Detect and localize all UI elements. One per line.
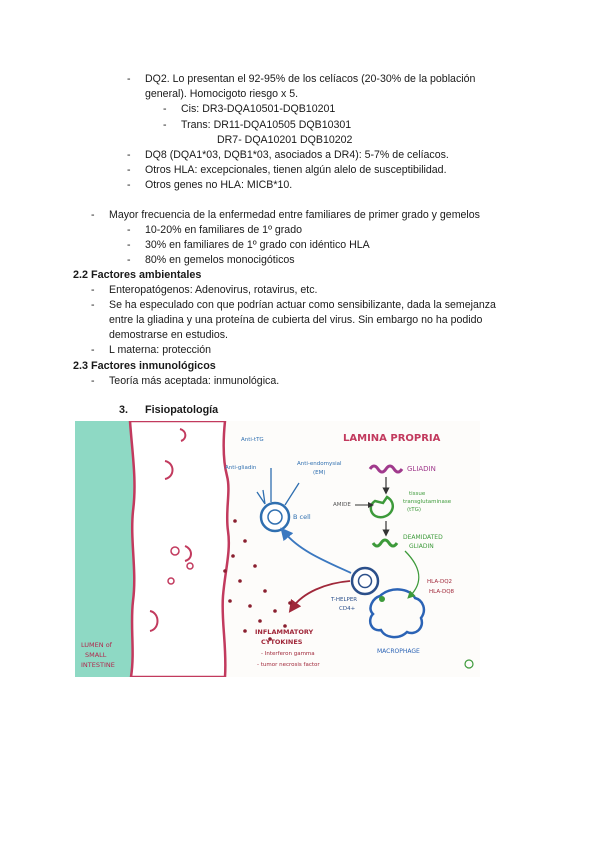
familial-main: Mayor frecuencia de la enfermedad entre familiares de primer grado y gemelos — [109, 209, 480, 221]
bullet-dash: - — [127, 239, 131, 251]
hla-dq2-label: HLA-DQ2 — [427, 579, 453, 585]
env-item3: L materna: protección — [109, 344, 212, 356]
bullet-dash: - — [163, 119, 167, 131]
bullet-dash: - — [163, 103, 167, 115]
familial-sub1: 10-20% en familiares de 1º grado — [145, 224, 302, 236]
bullet-dash: - — [91, 375, 95, 387]
b-cell — [261, 503, 289, 531]
dq2-line2: general). Homocigoto riesgo x 5. — [145, 88, 299, 100]
lumen-label-line3: INTESTINE — [81, 661, 115, 669]
cis-haplotype: Cis: DR3-DQA10501-DQB10201 — [181, 103, 336, 115]
lumen-label-line2: SMALL — [85, 651, 107, 659]
env-item2-line1: Se ha especulado con que podrían actuar como sensibilizante, dada la semejanza — [109, 299, 496, 311]
t-helper-label-line1: T-HELPER — [331, 597, 358, 603]
epithelial-wall — [130, 421, 229, 677]
env-item2-line2: entre la gliadina y una proteína de cubierta del virus. Sin embargo no ha podido — [109, 314, 483, 326]
dq2-line1: DQ2. Lo presentan el 92-95% de los celíacos (20-30% de la población — [145, 73, 476, 85]
bullet-dash: - — [127, 254, 131, 266]
t-helper-label-line2: CD4+ — [339, 606, 356, 612]
cytokine-ifn-gamma: - Interferon gamma — [261, 651, 315, 657]
b-cell-label: B cell — [293, 513, 311, 521]
inflammatory-cytokines-label-line1: INFLAMMATORY — [255, 628, 314, 636]
bullet-dash: - — [127, 224, 131, 236]
bullet-dash: - — [127, 73, 131, 85]
trans-haplotype-line2: DR7- DQA10201 DQB10202 — [217, 134, 353, 146]
macrophage-label: MACROPHAGE — [377, 648, 420, 655]
section-heading-2-3: 2.3 Factores inmunológicos — [73, 360, 216, 372]
bullet-dash: - — [91, 344, 95, 356]
anti-gliadin-label: Anti-gliadin — [225, 465, 257, 471]
immuno-item1: Teoría más aceptada: inmunológica. — [109, 375, 280, 387]
bullet-dash: - — [91, 284, 95, 296]
dq8-item: DQ8 (DQA1*03, DQB1*03, asociados a DR4): 5-7% de celíacos. — [145, 149, 449, 161]
bullet-dash: - — [127, 149, 131, 161]
lumen-label-line1: LUMEN of — [81, 641, 112, 649]
bullet-dash: - — [127, 179, 131, 191]
anti-endomysial-label-line1: Anti-endomysial — [297, 461, 342, 467]
bullet-dash: - — [127, 164, 131, 176]
anti-ttg-label: Anti-tTG — [241, 437, 264, 443]
ttg-label-line1: tissue — [409, 491, 426, 497]
cytokine-tnf: - tumor necrosis factor — [257, 662, 320, 668]
section-number-3: 3. — [119, 404, 129, 416]
lamina-propria-label: LAMINA PROPRIA — [343, 433, 441, 444]
section-heading-3: Fisiopatología — [145, 404, 219, 416]
gliadin-label: GLIADIN — [407, 465, 436, 473]
inflammatory-cytokines-label-line2: CYTOKINES — [261, 638, 303, 646]
section-heading-2-2: 2.2 Factores ambientales — [73, 269, 202, 281]
intestinal-lumen — [75, 421, 135, 677]
bullet-dash: - — [91, 299, 95, 311]
hla-dq8-label: HLA-DQ8 — [429, 589, 455, 595]
deamidated-label-line1: DEAMIDATED — [403, 534, 443, 541]
anti-endomysial-label-line2: (EM) — [313, 470, 326, 476]
deamidated-label-line2: GLIADIN — [409, 543, 434, 550]
familial-sub2: 30% en familiares de 1º grado con idéntico HLA — [145, 239, 370, 251]
pathophysiology-figure — [75, 421, 480, 677]
ttg-label-line2: transglutaminase — [403, 499, 452, 505]
trans-haplotype-line1: Trans: DR11-DQA10505 DQB10301 — [181, 119, 352, 131]
env-item1: Enteropatógenos: Adenovirus, rotavirus, etc. — [109, 284, 318, 296]
otros-genes-item: Otros genes no HLA: MICB*10. — [145, 179, 293, 191]
familial-sub3: 80% en gemelos monocigóticos — [145, 254, 295, 266]
ttg-label-line3: (tTG) — [407, 507, 422, 513]
env-item2-line3: demostrarse en estudios. — [109, 329, 228, 341]
macrophage-receptor — [379, 596, 385, 602]
amide-label: AMIDE — [333, 502, 351, 508]
otros-hla-item: Otros HLA: excepcionales, tienen algún alelo de susceptibilidad. — [145, 164, 447, 176]
t-helper-cell — [352, 568, 378, 594]
bullet-dash: - — [91, 209, 95, 221]
